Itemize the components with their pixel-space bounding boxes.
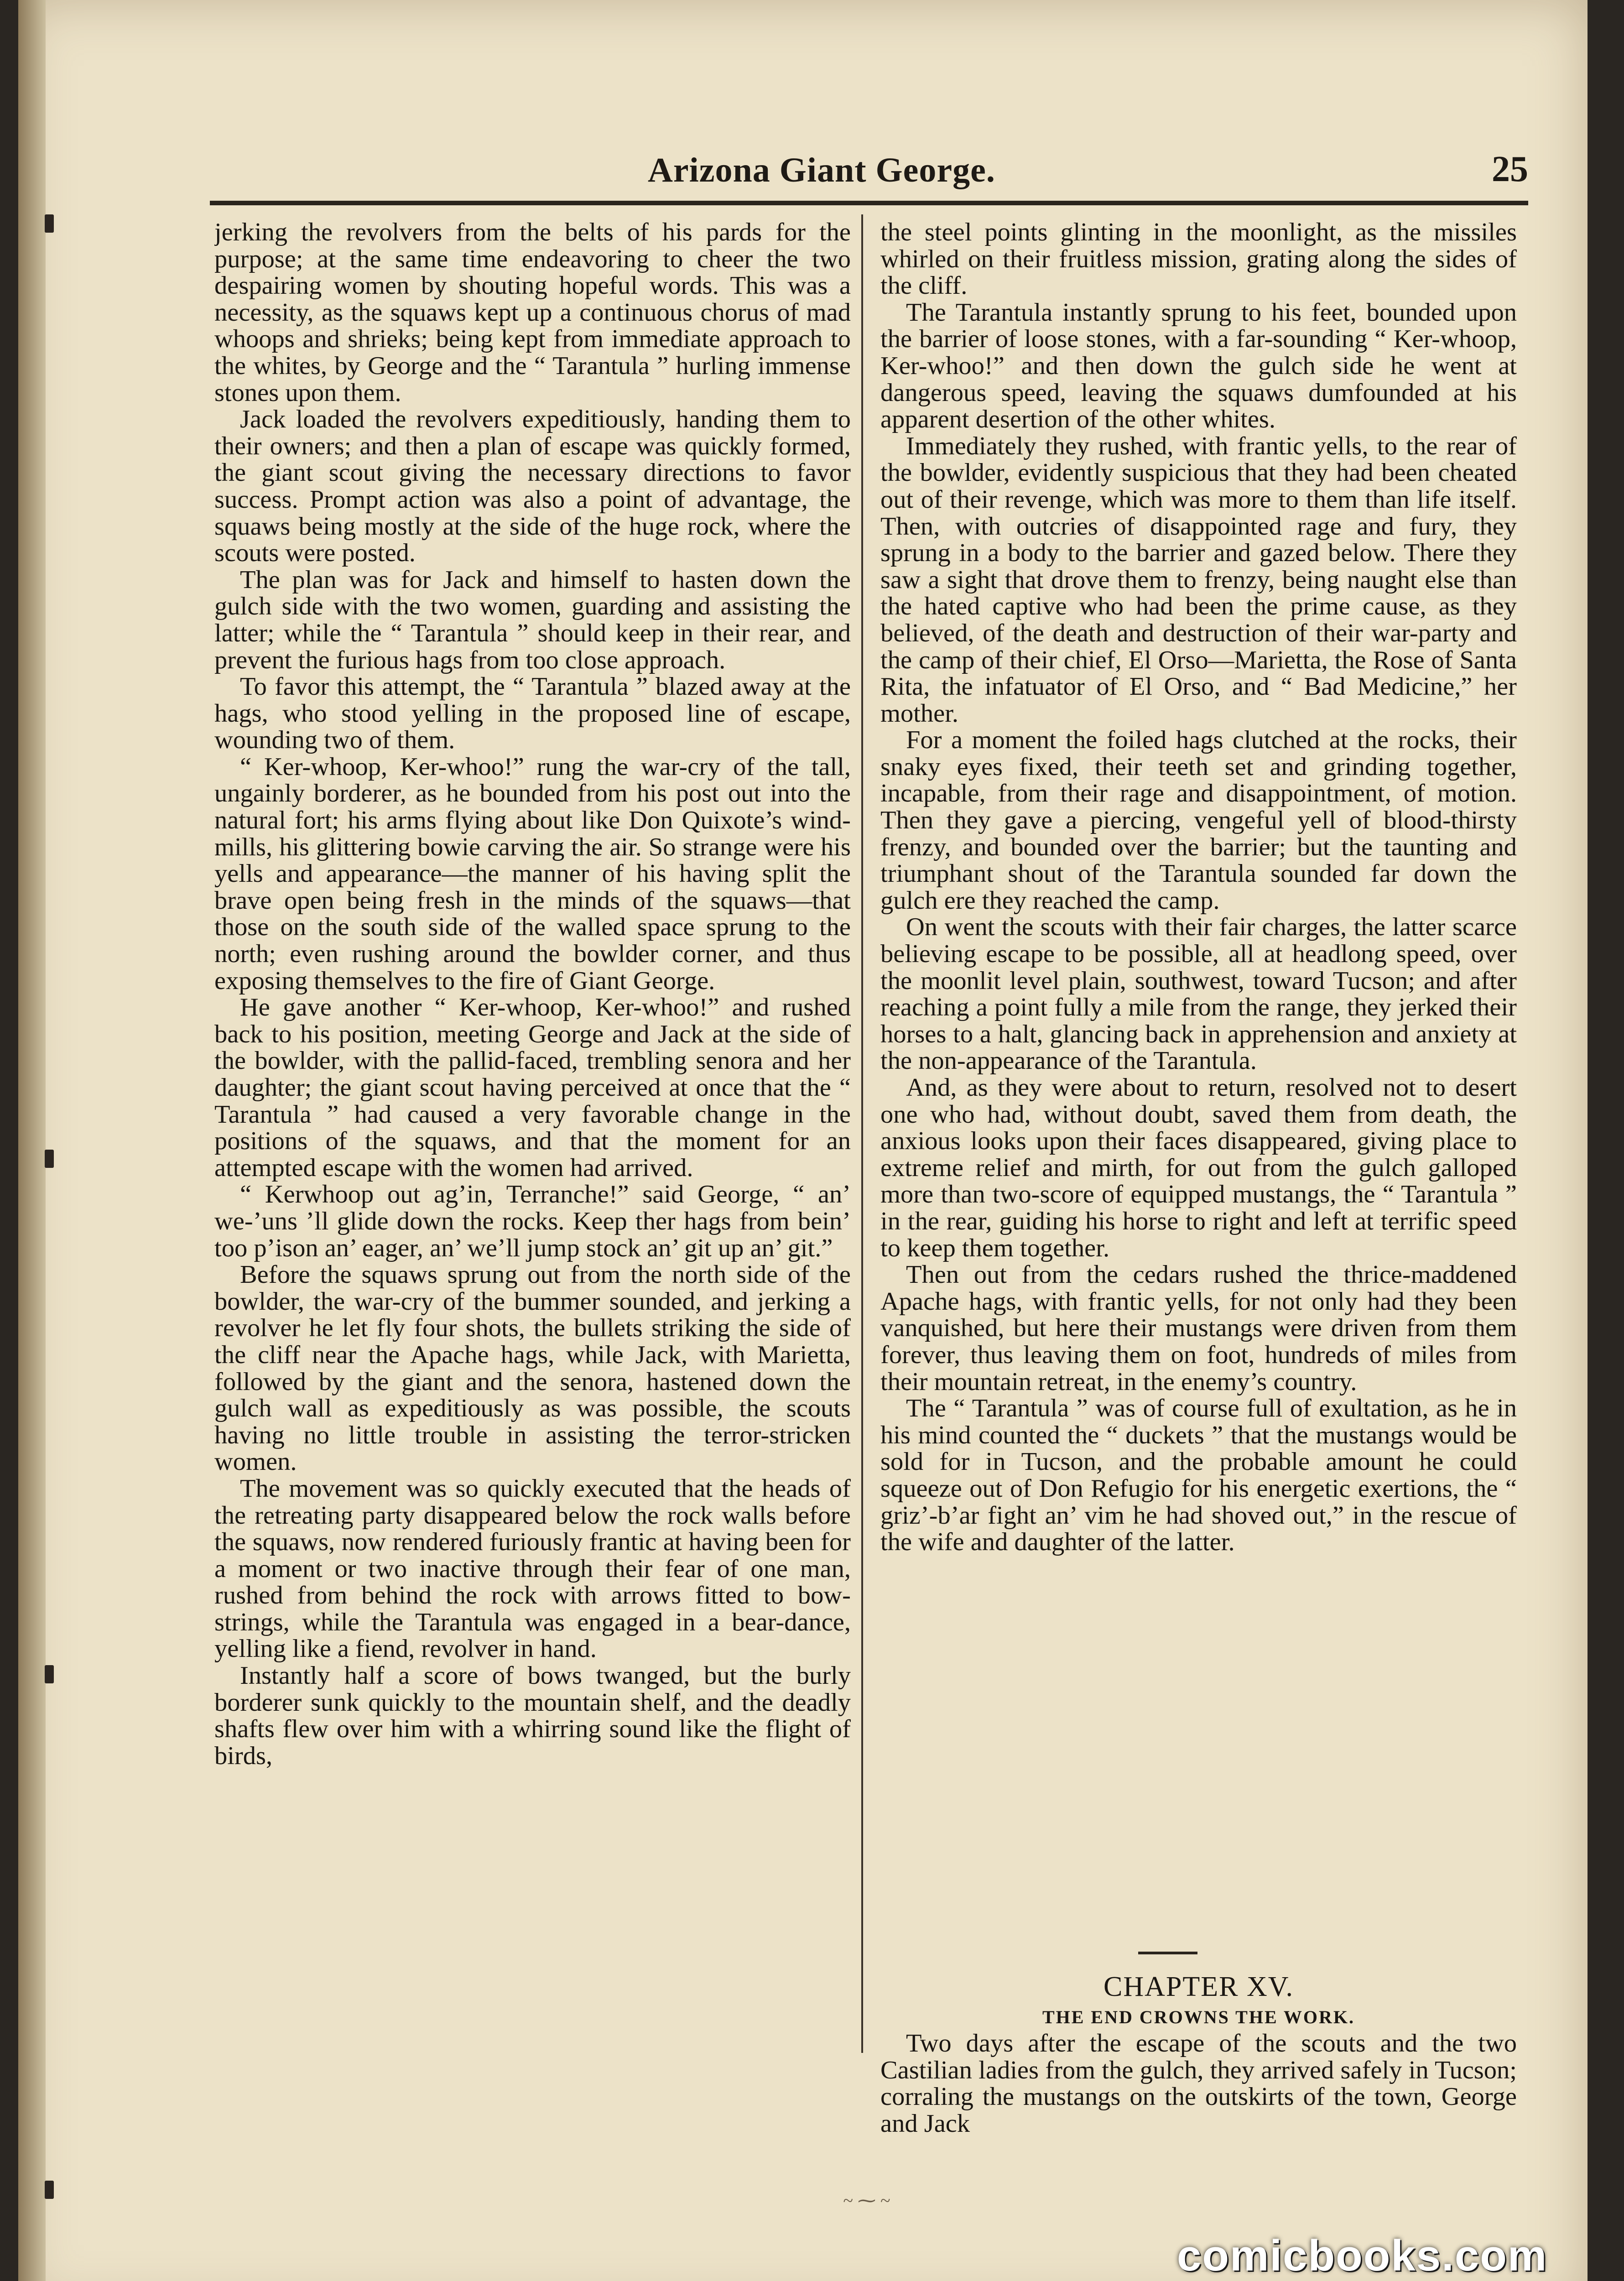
paragraph: jerking the revolvers from the belts of his pards for the purpose; at the same time endeavoring to cheer the two despairing women by shouting hopeful words. This was a necessity, as the squaws kept up a continuous chorus of mad whoops and shrieks; being kept from immediate approach to the whites, by George and the “ Tarantula ” hurling immense stones upon them. — [214, 219, 851, 407]
paragraph: The movement was so quickly executed that the heads of the retreating party disappeared below the rock walls before the squaws, now rendered furiously frantic at having been for a moment or two inactive through their fear of one man, rushed from behind the rock with arrows fitted to bow-strings, while the Tarantula was engaged in a bear-dance, yelling like a fiend, revolver in hand. — [214, 1474, 851, 1663]
binding-stitch — [45, 214, 54, 233]
column-divider — [861, 214, 863, 2053]
paragraph: And, as they were about to return, resolved not to desert one who had, without doubt, saved them from death, the anxious looks upon their faces disappeared, giving place to extreme relief and mirth, for out from the gulch galloped more than two-score of equipped mustangs, the “ Tarantula ” in the rear, guiding his horse to right and left at terrific speed to keep them together. — [880, 1073, 1517, 1262]
paragraph: the steel points glinting in the moonlight, as the missiles whirled on their fruitless mission, grating along the sides of the cliff. — [880, 219, 1517, 300]
paragraph: The “ Tarantula ” was of course full of exultation, as he in his mind counted the “ duckets ” that the mustangs would be sold for in Tucson, and the probable amount he could squeeze out of Don Refugio for his energetic exertions, the “ griz’-b’ar fight an’ vim he had shoved out,” in the rescue of the wife and daughter of the latter. — [880, 1394, 1517, 1557]
left-column — [214, 219, 851, 2057]
running-title: Arizona Giant George. — [648, 151, 995, 189]
chapter-separator-rule — [1138, 1952, 1197, 1954]
paragraph: “ Kerwhoop out ag’in, Terranche!” said George, “ an’ we-’uns ’ll glide down the rocks. Keep ther hags from bein’ too p’ison an’ eager, an’ we’ll jump stock an’ git up an’ git.” — [214, 1180, 851, 1262]
paragraph: For a moment the foiled hags clutched at the rocks, their snaky eyes fixed, their teeth set and grinding together, incapable, from their rage and disappointment, of motion. Then they gave a piercing, vengeful yell of blood-thirsty frenzy, and bounded over the barrier; but the taunting and triumphant shout of the Tarantula sounded far down the gulch ere they reached the camp. — [880, 726, 1517, 915]
paragraph: The plan was for Jack and himself to hasten down the gulch side with the two women, guarding and assisting the latter; while the “ Tarantula ” should keep in their rear, and prevent the furious hags from too close approach. — [214, 565, 851, 674]
printer-ornament: ~ ⁓ ~ — [843, 2190, 890, 2211]
binding-stitch — [45, 1665, 54, 1683]
paragraph: To favor this attempt, the “ Tarantula ” blazed away at the hags, who stood yelling in the proposed line of escape, wounding two of them. — [214, 672, 851, 755]
paragraph: The Tarantula instantly sprung to his feet, bounded upon the barrier of loose stones, with a far-sounding “ Ker-whoop, Ker-whoo!” and then down the gulch side he went at dangerous speed, leaving the squaws dumfounded at his apparent desertion of the other whites. — [880, 298, 1517, 434]
paragraph: Immediately they rushed, with frantic yells, to the rear of the bowlder, evidently suspicious that they had been cheated out of their revenge, which was more to them than life itself. Then, with outcries of disappointed rage and fury, they sprung in a body to the barrier and gazed below. There they saw a sight that drove them to frenzy, being naught else than the hated captive who had been the prime cause, as they believed, of the death and destruction of their war-party and the camp of their chief, El Orso—Marietta, the Rose of Santa Rita, the infatuator of El Orso, and “ Bad Medicine,” her mother. — [880, 432, 1517, 728]
paragraph: On went the scouts with their fair charges, the latter scarce believing escape to be possible, all at headlong speed, over the moonlit level plain, southwest, toward Tucson; and after reaching a point fully a mile from the range, they jerked their horses to a halt, glancing back in apprehension and anxiety at the non-appearance of the Tarantula. — [880, 913, 1517, 1075]
site-watermark: comicbooks.com — [1177, 2231, 1548, 2280]
chapter-heading: CHAPTER XV. — [1103, 1971, 1294, 2002]
page-spine — [18, 0, 46, 2281]
right-column — [880, 219, 1517, 1980]
book-page — [18, 0, 1588, 2281]
binding-stitch — [45, 1150, 54, 1168]
chapter-subheading: THE END CROWNS THE WORK. — [1042, 2007, 1355, 2027]
binding-stitch — [45, 2181, 54, 2199]
paragraph: Instantly half a score of bows twanged, but the burly borderer sunk quickly to the mountain shelf, and the deadly shafts flew over him with a whirring sound like the flight of birds, — [214, 1661, 851, 1770]
paragraph: “ Ker-whoop, Ker-whoo!” rung the war-cry of the tall, ungainly borderer, as he bounded from his post out into the natural fort; his arms flying about like Don Quixote’s wind-mills, his glittering bowie carving the air. So strange were his yells and appearance—the manner of his having split the brave open being fresh in the minds of the squaws—that those on the south side of the walled space sprung to the north; even rushing around the bowlder corner, and thus exposing themselves to the fire of Giant George. — [214, 752, 851, 995]
page-header — [210, 137, 1528, 210]
header-rule — [210, 201, 1528, 205]
paragraph: Jack loaded the revolvers expeditiously, handing them to their owners; and then a plan of escape was quickly formed, the giant scout giving the necessary directions to favor success. Prompt action was also a point of advantage, the squaws being mostly at the side of the huge rock, where the scouts were posted. — [214, 405, 851, 568]
paragraph: Then out from the cedars rushed the thrice-maddened Apache hags, with frantic yells, for not only had they been vanquished, but here their mustangs were driven from them forever, thus leaving them on foot, hundreds of miles from their mountain retreat, in the enemy’s country. — [880, 1260, 1517, 1396]
paragraph: He gave another “ Ker-whoop, Ker-whoo!” and rushed back to his position, meeting George and Jack at the side of the bowlder, with the pallid-faced, trembling senora and her daughter; the giant scout having perceived at once that the “ Tarantula ” had caused a very favorable change in the positions of the squaws, and that the moment for an attempted escape with the women had arrived. — [214, 993, 851, 1182]
chapter-opening-paragraph: Two days after the escape of the scouts and the two Castilian ladies from the gulch, they arrived safely in Tucson; corraling the mustangs on the outskirts of the town, George and Jack — [880, 2030, 1517, 2138]
page-number: 25 — [1492, 149, 1528, 189]
paragraph: Before the squaws sprung out from the north side of the bowlder, the war-cry of the bummer sounded, and jerking a revolver he let fly four shots, the bullets striking the side of the cliff near the Apache hags, while Jack, with Marietta, followed by the giant and the senora, hastened down the gulch wall as expeditiously as was possible, the scouts having no little trouble in assisting the terror-stricken women. — [214, 1260, 851, 1476]
